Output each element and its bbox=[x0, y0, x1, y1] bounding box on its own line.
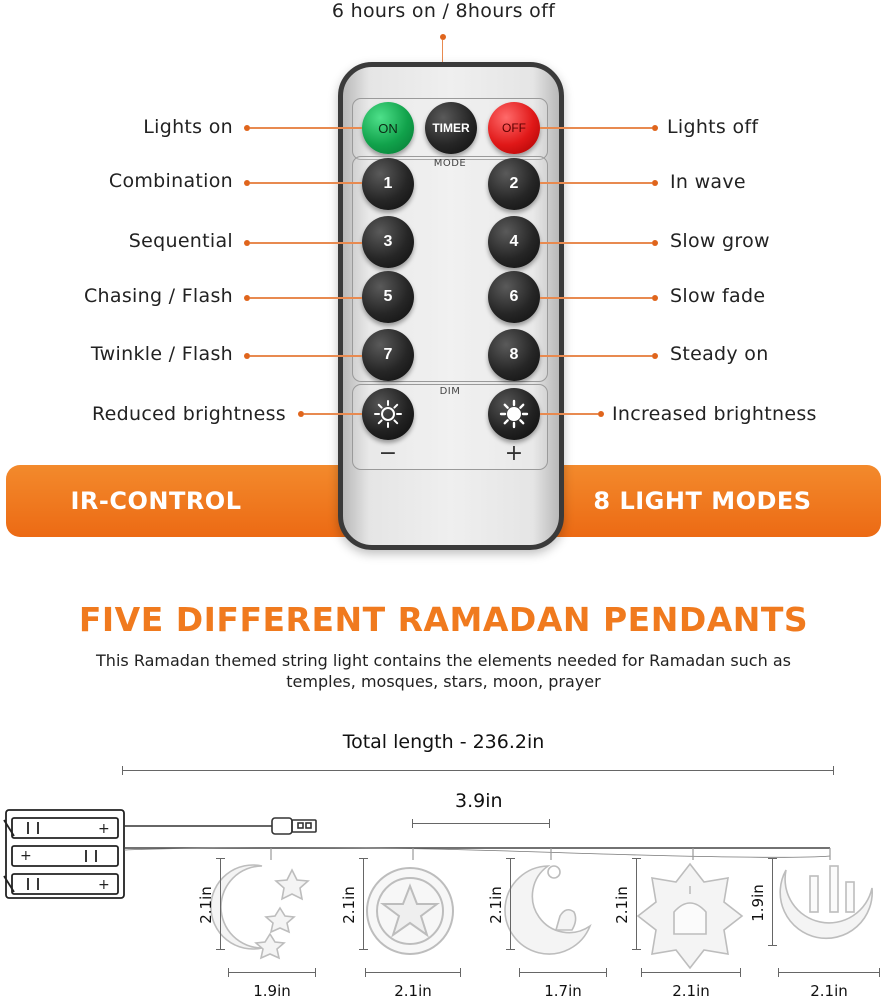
total-length-tick-left bbox=[122, 766, 123, 775]
increased-brightness-dot bbox=[598, 411, 604, 417]
light-modes-banner bbox=[524, 465, 881, 537]
pendant-5-height: 1.9in bbox=[749, 884, 767, 922]
light-modes-text: 8 LIGHT MODES bbox=[593, 487, 812, 515]
ir-control-text: IR-CONTROL bbox=[70, 487, 242, 515]
mode-title: MODE bbox=[433, 158, 467, 169]
pendants-heading: FIVE DIFFERENT RAMADAN PENDANTS bbox=[78, 600, 809, 639]
slow-grow-dot bbox=[652, 240, 658, 246]
pendant-3-height-tick-top bbox=[506, 858, 515, 859]
increased-brightness-label: Increased brightness bbox=[612, 403, 817, 425]
pendant-2-height-tick-top bbox=[359, 858, 368, 859]
pendant-5-width-tick-left bbox=[778, 968, 779, 977]
pendant-2-width: 2.1in bbox=[394, 982, 432, 1000]
pendant-4-height: 2.1in bbox=[613, 886, 631, 924]
pendant-4-width: 2.1in bbox=[672, 982, 710, 1000]
svg-text:+: + bbox=[20, 848, 32, 864]
star-wreath-pendant-icon bbox=[367, 868, 453, 954]
pendant-2-width-line bbox=[365, 972, 461, 973]
slow-fade-line bbox=[540, 297, 652, 299]
mode-5-button[interactable]: 5 bbox=[362, 271, 414, 323]
total-length-tick-right bbox=[833, 766, 834, 775]
spacing-label: 3.9in bbox=[455, 790, 503, 812]
sequential-line bbox=[250, 242, 362, 244]
pendant-4-height-tick-top bbox=[632, 858, 641, 859]
total-length-line bbox=[122, 770, 834, 771]
pendant-4-width-line bbox=[641, 972, 741, 973]
combination-line bbox=[250, 182, 362, 184]
pendant-3-height-line bbox=[510, 858, 511, 950]
pendant-5-height-tick-bottom bbox=[768, 945, 777, 946]
twinkle-flash-label: Twinkle / Flash bbox=[90, 343, 233, 365]
ir-control-banner bbox=[6, 465, 366, 537]
pendant-2-width-tick-left bbox=[365, 968, 366, 977]
lights-off-dot bbox=[652, 125, 658, 131]
pendant-4-height-tick-bottom bbox=[632, 949, 641, 950]
slow-fade-dot bbox=[652, 295, 658, 301]
pendant-1-height-tick-bottom bbox=[216, 949, 225, 950]
svg-text:+: + bbox=[98, 877, 110, 893]
mode-4-button[interactable]: 4 bbox=[488, 216, 540, 268]
lights-on-line bbox=[250, 127, 362, 129]
moon-stars-pendant-icon bbox=[211, 865, 308, 958]
steady-on-label: Steady on bbox=[670, 343, 769, 365]
plus-label: + bbox=[504, 441, 524, 466]
sun-dim-icon bbox=[373, 399, 403, 429]
lights-off-line bbox=[540, 127, 652, 129]
pendant-3-height-tick-bottom bbox=[506, 949, 515, 950]
minus-label: − bbox=[378, 441, 398, 466]
pendant-5-width: 2.1in bbox=[810, 982, 848, 1000]
pendant-3-width-tick-left bbox=[519, 968, 520, 977]
mode-7-button[interactable]: 7 bbox=[362, 329, 414, 381]
pendant-1-height-tick-top bbox=[216, 858, 225, 859]
sun-bright-icon bbox=[499, 399, 529, 429]
dim-title: DIM bbox=[439, 386, 461, 397]
combination-label: Combination bbox=[108, 170, 233, 192]
pendant-2-width-tick-right bbox=[460, 968, 461, 977]
pendant-4-width-tick-left bbox=[641, 968, 642, 977]
pendant-2-height-tick-bottom bbox=[359, 949, 368, 950]
pendant-2-height-line bbox=[363, 858, 364, 950]
pendant-3-width-tick-right bbox=[606, 968, 607, 977]
crescent-prayer-pendant-icon bbox=[505, 866, 590, 954]
pendant-5-width-tick-right bbox=[879, 968, 880, 977]
reduced-brightness-label: Reduced brightness bbox=[91, 403, 286, 425]
steady-on-dot bbox=[652, 353, 658, 359]
mode-3-button[interactable]: 3 bbox=[362, 216, 414, 268]
slow-grow-line bbox=[540, 242, 652, 244]
pendant-3-width: 1.7in bbox=[544, 982, 582, 1000]
pendant-2-height: 2.1in bbox=[340, 886, 358, 924]
pendant-1-width-tick-left bbox=[228, 968, 229, 977]
pendant-1-width: 1.9in bbox=[253, 982, 291, 1000]
pendant-1-height: 2.1in bbox=[197, 886, 215, 924]
lights-on-label: Lights on bbox=[143, 116, 233, 138]
total-length-label: Total length - 236.2in bbox=[342, 731, 545, 753]
usb-plug-icon bbox=[272, 818, 316, 834]
sequential-label: Sequential bbox=[128, 230, 233, 252]
mode-2-button[interactable]: 2 bbox=[488, 158, 540, 210]
pendant-4-width-tick-right bbox=[740, 968, 741, 977]
pendant-3-width-line bbox=[519, 972, 607, 973]
pendant-1-height-line bbox=[220, 858, 221, 950]
reduced-brightness-line bbox=[304, 413, 362, 415]
off-button[interactable]: OFF bbox=[488, 102, 540, 154]
mode-1-button[interactable]: 1 bbox=[362, 158, 414, 210]
steady-on-line bbox=[540, 355, 652, 357]
mode-6-button[interactable]: 6 bbox=[488, 271, 540, 323]
svg-text:+: + bbox=[98, 821, 110, 837]
slow-grow-label: Slow grow bbox=[670, 230, 770, 252]
pendant-5-width-line bbox=[778, 972, 880, 973]
pendant-3-height: 2.1in bbox=[487, 886, 505, 924]
pendants-subtitle: This Ramadan themed string light contains the elements needed for Ramadan such as temples, mosques, stars, moon, prayer bbox=[96, 651, 791, 691]
dim-down-button[interactable] bbox=[362, 388, 414, 440]
pendant-5-height-tick-top bbox=[768, 858, 777, 859]
slow-fade-label: Slow fade bbox=[670, 285, 766, 307]
crescent-mosque-pendant-icon bbox=[780, 866, 872, 938]
in-wave-label: In wave bbox=[670, 171, 746, 193]
pendant-5-height-line bbox=[772, 858, 773, 946]
chasing-flash-label: Chasing / Flash bbox=[83, 285, 233, 307]
pendant-1-width-tick-right bbox=[315, 968, 316, 977]
timer-button[interactable]: TIMER bbox=[425, 102, 477, 154]
in-wave-line bbox=[540, 182, 652, 184]
mode-8-button[interactable]: 8 bbox=[488, 329, 540, 381]
dim-up-button[interactable] bbox=[488, 388, 540, 440]
chasing-flash-line bbox=[250, 297, 362, 299]
pendant-4-height-line bbox=[636, 858, 637, 950]
star-mosque-pendant-icon bbox=[638, 864, 742, 968]
in-wave-dot bbox=[652, 180, 658, 186]
timer-caption: 6 hours on / 8hours off bbox=[331, 0, 556, 22]
twinkle-flash-line bbox=[250, 355, 362, 357]
lights-off-label: Lights off bbox=[667, 116, 759, 138]
pendant-1-width-line bbox=[228, 972, 316, 973]
on-button[interactable]: ON bbox=[362, 102, 414, 154]
increased-brightness-line bbox=[540, 413, 598, 415]
